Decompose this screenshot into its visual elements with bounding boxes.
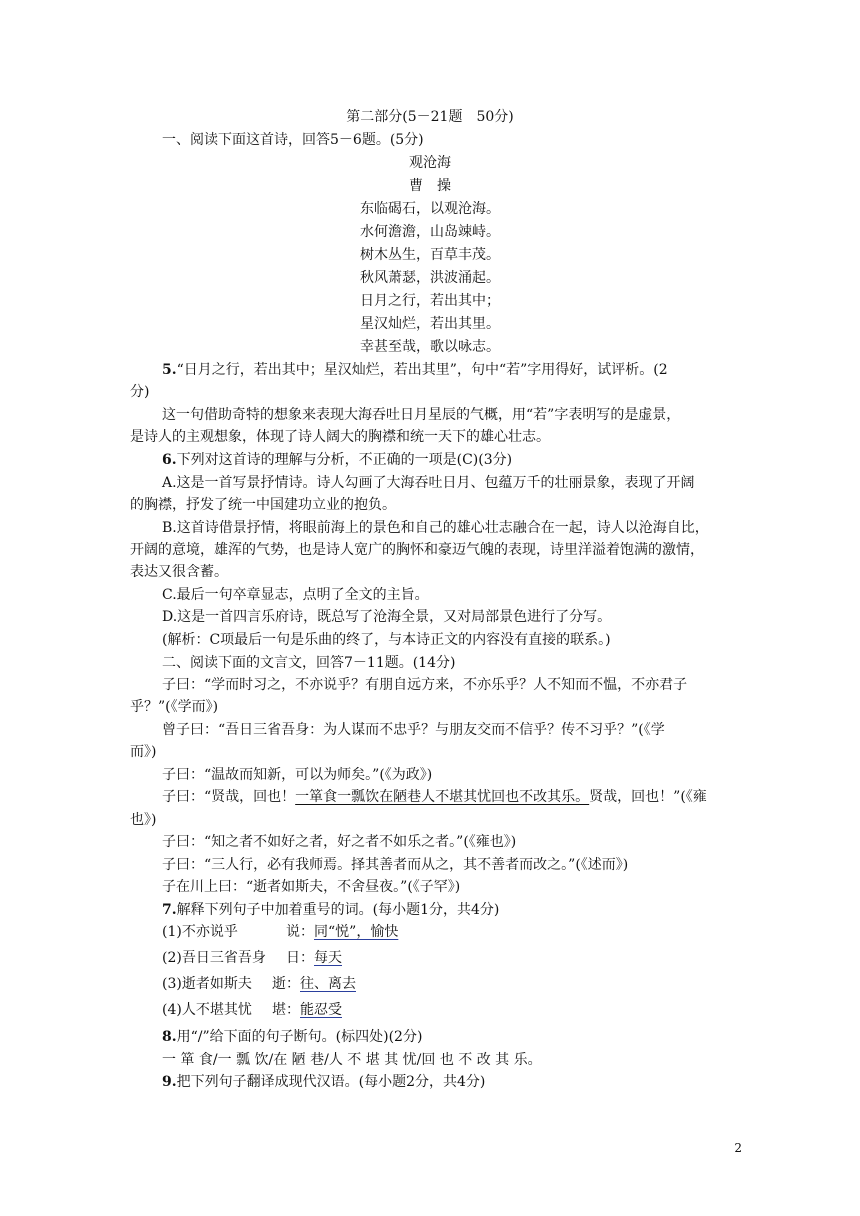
poem-line: 树木丛生，百草丰茂。 (360, 247, 500, 263)
q7-item (162, 1000, 342, 1020)
poem-line: 东临碣石，以观沧海。 (360, 201, 500, 217)
question-7 (162, 900, 499, 920)
q7-item-question: (2)吾日三省吾身 (162, 950, 266, 966)
answer-8: 一 箪 食/一 瓢 饮/在 陋 巷/人 不 堪 其 忧/回 也 不 改 其 乐。 (162, 1052, 542, 1068)
section-2-heading: 二、阅读下面的文言文，回答7－11题。(14分) (162, 655, 456, 671)
poem-line: 秋风萧瑟，洪波涌起。 (360, 270, 500, 286)
question-9 (162, 1072, 485, 1092)
underlined-sentence: 一箪食一瓢饮在陋巷人不堪其忧回也不改其乐。 (295, 789, 590, 805)
question-number: 7. (162, 902, 177, 918)
q7-item-question: (1)不亦说乎 (162, 924, 238, 940)
text-segment: 子曰：“贤哉，回也！ (162, 789, 296, 805)
question-text: 用“/”给下面的句子断句。(标四处)(2分) (176, 1029, 423, 1045)
poem-author: 曹 操 (409, 178, 451, 194)
question-text: 下列对这首诗的理解与分析，不正确的一项是(C)(3分) (176, 452, 513, 468)
question-text: “日月之行，若出其中；星汉灿烂，若出其里”，句中“若”字用得好，试评析。(2 (176, 362, 668, 378)
section-1-heading: 一、阅读下面这首诗，回答5－6题。(5分) (162, 132, 424, 148)
option-b-cont: 开阔的意境，雄浑的气势，也是诗人宽广的胸怀和豪迈气魄的表现，诗里洋溢着饱满的激情， (130, 542, 704, 558)
text-line: 子曰：“知之者不如好之者，好之者不如乐之者。”(《雍也》) (162, 834, 517, 850)
q7-item-label: 逝： (272, 976, 300, 992)
q7-item-label: 日： (286, 950, 314, 966)
poem-line: 幸甚至哉，歌以咏志。 (360, 339, 500, 355)
question-5-cont: 分) (130, 384, 150, 400)
q7-item-answer: 同“悦”，愉快 (314, 924, 399, 940)
answer-5-line: 这一句借助奇特的想象来表现大海吞吐日月星辰的气概，用“若”字表明写的是虚景， (162, 407, 681, 423)
q7-item (162, 948, 342, 968)
question-text: 解释下列句子中加着重号的词。(每小题1分，共4分) (176, 902, 500, 918)
q7-item-label: 说： (286, 924, 314, 940)
question-number: 9. (162, 1074, 177, 1090)
q7-item-answer-wrap (286, 948, 342, 968)
text-line: 子曰：“温故而知新，可以为师矣。”(《为政》) (162, 767, 433, 783)
text-line: 乎？”(《学而》) (130, 699, 219, 715)
option-c: C.最后一句卒章显志，点明了全文的主旨。 (162, 587, 429, 603)
answer-5-line: 是诗人的主观想象，体现了诗人阔大的胸襟和统一天下的雄心壮志。 (130, 429, 550, 445)
question-5 (162, 360, 668, 380)
text-line (162, 787, 707, 807)
q7-item (162, 922, 399, 942)
page-number: 2 (734, 1141, 742, 1155)
text-line: 子曰：“学而时习之，不亦说乎？有朋自远方来，不亦乐乎？人不知而不愠，不亦君子 (162, 677, 688, 693)
question-6 (162, 450, 512, 470)
poem-title: 观沧海 (409, 155, 451, 171)
option-b: B.这首诗借景抒情，将眼前海上的景色和自己的雄心壮志融合在一起，诗人以沧海自比， (162, 520, 709, 536)
question-number: 5. (162, 362, 177, 378)
text-line: 子曰：“三人行，必有我师焉。择其善者而从之，其不善者而改之。”(《述而》) (162, 857, 629, 873)
option-a: A.这是一首写景抒情诗。诗人勾画了大海吞吐日月、包蕴万千的壮丽景象，表现了开阔 (162, 475, 695, 491)
part-title: 第二部分(5－21题 50分) (346, 109, 514, 125)
poem-line: 星汉灿烂，若出其里。 (360, 316, 500, 332)
text-line: 曾子曰：“吾日三省吾身：为人谋而不忠乎？与朋友交而不信乎？传不习乎？”(《学 (162, 722, 665, 738)
option-b-cont: 表达又很含蓄。 (130, 564, 228, 580)
analysis-note: (解析：C项最后一句是乐曲的终了，与本诗正文的内容没有直接的联系。) (162, 632, 611, 648)
text-line: 而》) (130, 744, 157, 760)
q7-item-answer: 每天 (314, 950, 342, 966)
text-segment: 贤哉，回也！”(《雍 (589, 789, 707, 805)
q7-item-answer-wrap (272, 974, 356, 994)
text-line: 也》) (130, 812, 157, 828)
question-number: 6. (162, 452, 177, 468)
option-d: D.这是一首四言乐府诗，既总写了沧海全景，又对局部景色进行了分写。 (162, 609, 612, 625)
question-text: 把下列句子翻译成现代汉语。(每小题2分，共4分) (176, 1074, 486, 1090)
option-a-cont: 的胸襟，抒发了统一中国建功立业的抱负。 (130, 497, 396, 513)
q7-item-question: (3)逝者如斯夫 (162, 976, 252, 992)
text-line: 子在川上曰：“逝者如斯夫，不舍昼夜。”(《子罕》) (162, 879, 461, 895)
q7-item-question: (4)人不堪其忧 (162, 1002, 252, 1018)
q7-item (162, 974, 356, 994)
q7-item-answer-wrap (272, 1000, 342, 1020)
question-8 (162, 1027, 422, 1047)
question-number: 8. (162, 1029, 177, 1045)
poem-line: 水何澹澹，山岛竦峙。 (360, 224, 500, 240)
q7-item-answer-wrap (286, 922, 398, 942)
q7-item-answer: 往、离去 (300, 976, 356, 992)
q7-item-answer: 能忍受 (300, 1002, 342, 1018)
q7-item-label: 堪： (272, 1002, 300, 1018)
poem-line: 日月之行，若出其中； (360, 293, 500, 309)
